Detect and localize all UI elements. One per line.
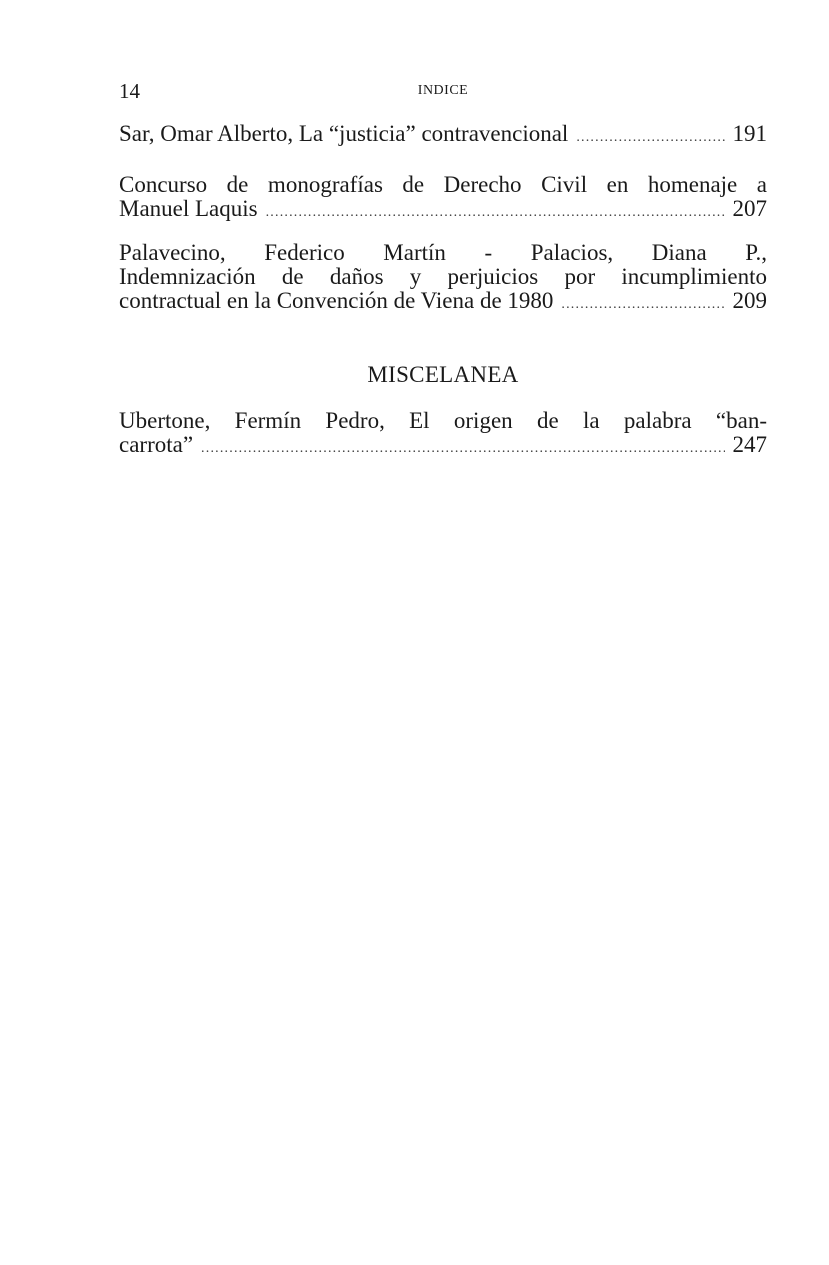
toc-entry — [119, 409, 767, 457]
running-head — [119, 79, 767, 103]
toc-entry — [119, 241, 767, 313]
section-heading: MISCELANEA — [367, 362, 519, 387]
dot-leader — [561, 293, 724, 317]
toc-entry-text: carrota” — [119, 432, 194, 457]
toc-entry-last-line — [119, 289, 767, 313]
document-page — [119, 0, 767, 1265]
toc-entry-page: 209 — [732, 288, 767, 313]
toc-entry — [119, 122, 767, 146]
page-number: 14 — [119, 79, 140, 103]
toc-entry-last-line — [119, 433, 767, 457]
toc-entry-last-line — [119, 122, 767, 146]
toc-entry-page: 207 — [732, 196, 767, 221]
dot-leader — [201, 437, 724, 461]
toc-entry-page: 247 — [732, 432, 767, 457]
toc-entry-line: Palavecino, Federico Martín - Palacios, Diana P., — [119, 241, 767, 265]
toc-entry-text: Sar, Omar Alberto, La “justicia” contravencional — [119, 121, 569, 146]
running-title: INDICE — [417, 83, 469, 98]
toc-entry-last-line — [119, 197, 767, 221]
toc-entry-line: Indemnización de daños y perjuicios por incumplimiento — [119, 265, 767, 289]
toc-entry-text: contractual en la Convención de Viena de 1980 — [119, 288, 554, 313]
dot-leader — [266, 201, 725, 225]
toc-entry — [119, 173, 767, 221]
toc-entry-line: Ubertone, Fermín Pedro, El origen de la palabra “ban- — [119, 409, 767, 433]
toc-entry-page: 191 — [732, 121, 767, 146]
dot-leader — [576, 126, 724, 150]
toc-entry-line: Concurso de monografías de Derecho Civil en homenaje a — [119, 173, 767, 197]
toc-entry-text: Manuel Laquis — [119, 196, 258, 221]
